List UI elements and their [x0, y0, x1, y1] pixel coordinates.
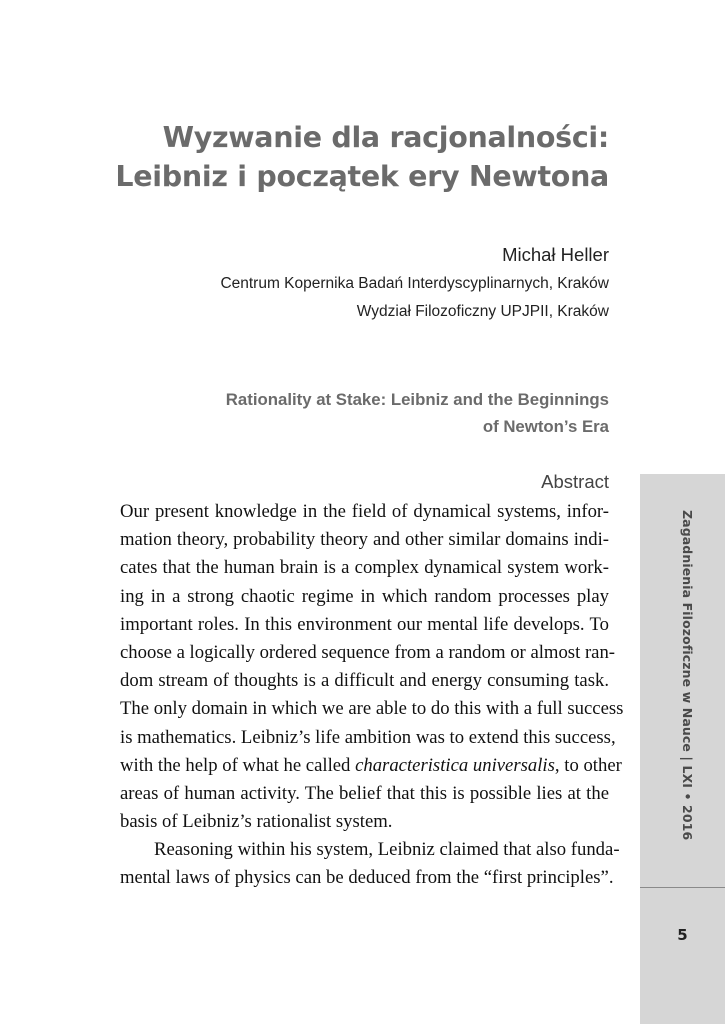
abstract-text-after-italic: , to other: [554, 754, 622, 776]
journal-running-title: Zagadnienia Filozoficzne w Nauce | LXI • 2016: [680, 510, 695, 841]
english-title-line-1: Rationality at Stake: Leibniz and the Beginnings: [225, 390, 609, 409]
abstract-line-with-italic: [120, 752, 622, 780]
abstract-line: Our present knowledge in the field of dynamical systems, infor-: [120, 501, 609, 522]
title-line-2: Leibniz i początek ery Newtona: [115, 160, 609, 193]
abstract-body: [120, 498, 624, 893]
abstract-line: ing in a strong chaotic regime in which random processes play: [120, 585, 609, 607]
title-line-1: Wyzwanie dla racjonalności:: [162, 121, 609, 154]
abstract-line: basis of Leibniz’s rationalist system.: [120, 811, 393, 833]
abstract-line: areas of human activity. The belief that this is possible lies at the: [120, 782, 609, 804]
journal-side-tab: [640, 474, 725, 1024]
paragraph-line: Reasoning within his system, Leibniz claimed that also funda-: [154, 839, 620, 861]
article-title: [100, 118, 609, 196]
page-number: 5: [677, 926, 688, 944]
abstract-heading: Abstract: [541, 471, 609, 492]
abstract-line: choose a logically ordered sequence from a random or almost ran-: [120, 641, 616, 663]
abstract-line: important roles. In this environment our mental life develops. To: [120, 613, 609, 635]
italic-term: characteristica universalis: [355, 754, 555, 776]
abstract-line: The only domain in which we are able to do this with a full success: [120, 698, 624, 720]
paragraph-line: mental laws of physics can be deduced from the “first principles”.: [120, 867, 614, 889]
tab-divider: [640, 887, 725, 888]
english-title: [226, 386, 609, 440]
english-title-line-2: of Newton’s Era: [482, 417, 609, 436]
abstract-line: mation theory, probability theory and other similar domains indi-: [120, 529, 609, 551]
abstract-line: dom stream of thoughts is a difficult and energy consuming task.: [120, 670, 609, 692]
affiliation-1: Centrum Kopernika Badań Interdyscyplinarnych, Kraków: [220, 275, 609, 292]
affiliation-2: Wydział Filozoficzny UPJPII, Kraków: [356, 303, 609, 320]
author-name: Michał Heller: [502, 244, 609, 265]
abstract-line: cates that the human brain is a complex dynamical system work-: [120, 557, 609, 579]
abstract-line: is mathematics. Leibniz’s life ambition was to extend this success,: [120, 726, 616, 748]
abstract-text-before-italic: with the help of what he called: [120, 754, 356, 776]
